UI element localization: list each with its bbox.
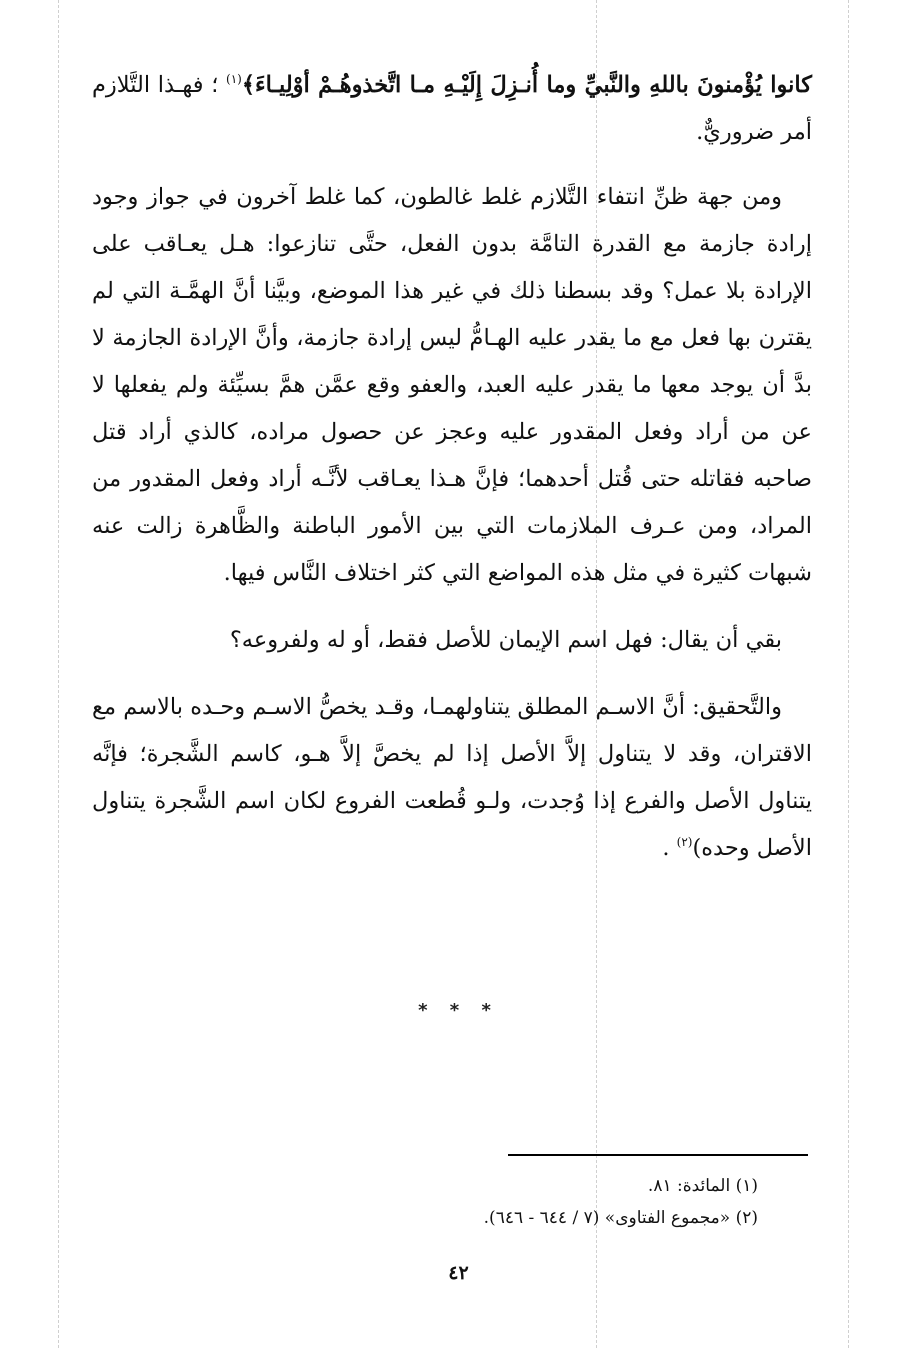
footnote-2: (٢) «مجموع الفتاوى» (٧ / ٦٤٤ - ٦٤٦). [483, 1208, 758, 1228]
page-number: ٤٢ [448, 1262, 469, 1284]
paragraph-question: بقي أن يقال: فهل اسم الإيمان للأصل فقط، أو له ولفروعه؟ [229, 627, 782, 653]
footnote-1: (١) المائدة: ٨١. [647, 1176, 758, 1196]
opening-rest: ؛ فهـذا التَّلازم أمر ضروريٌّ. [92, 72, 812, 145]
footnote-ref-1[interactable]: (١) [226, 72, 242, 86]
quran-verse: كانوا يُؤْمنونَ باللهِ والنَّبيِّ وما أُنـزِلَ إِلَيْـهِ مـا اتَّخذوهُـمْ أوْلِيـاءَ﴾ [241, 72, 812, 98]
page-body [92, 62, 812, 892]
paragraph-verification [92, 684, 812, 872]
margin-guide-left [58, 0, 59, 1348]
footnotes [350, 1170, 758, 1234]
footnote-ref-2[interactable]: (٢) [676, 835, 693, 849]
paragraph-necessity: ومن جهة ظنِّ انتفاء التَّلازم غلط غالطون، كما غلط آخرون في جواز وجود إرادة جازمة مع القدرة التامَّة بدون الفعل، حتَّى تنازعوا: هـل يعـاقب على الإرادة بلا عمل؟ وقد بسطنا ذلك في غير هذا الموضع، وبيَّنا أنَّ الهمَّـة التي لم يقترن بها فعل مع ما يقدر عليه الهـامُّ ليس إرادة جازمة، وأنَّ الإرادة الجازمة لا بدَّ أن يوجد معها ما يقدر عليه العبد، والعفو وقع عمَّن همَّ بسيِّئة ولم يفعلها لا عن من أراد وفعل المقدور عليه وعجز عن حصول مراده، كالذي أراد قتل صاحبه فقاتله حتى قُتل أحدهما؛ فإنَّ هـذا يعـاقب لأنَّـه أراد وفعل المقدور من المراد، ومن عـرف الملازمات التي بين الأمور الباطنة والظَّاهرة زالت عنه شبهات كثيرة في مثل هذه المواضع التي كثر اختلاف النَّاس فيها. [92, 184, 812, 586]
section-separator: * * * [418, 1000, 499, 1021]
margin-guide-right [848, 0, 849, 1348]
opening-paragraph [92, 62, 812, 156]
verification-text: والتَّحقيق: أنَّ الاسـم المطلق يتناولهمـا، وقـد يخصُّ الاسـم وحـده بالاسم مع الاقتران، وقد لا يتناول إلاَّ الأصل إذا لم يخصَّ إلاَّ هـو، كاسم الشَّجرة؛ فإنَّه يتناول الأصل والفرع إذا وُجدت، ولـو قُطعت الفروع لكان اسم الشَّجرة يتناول الأصل وحده) [92, 694, 812, 861]
verification-end: . [662, 835, 677, 861]
footnote-rule [508, 1154, 808, 1156]
